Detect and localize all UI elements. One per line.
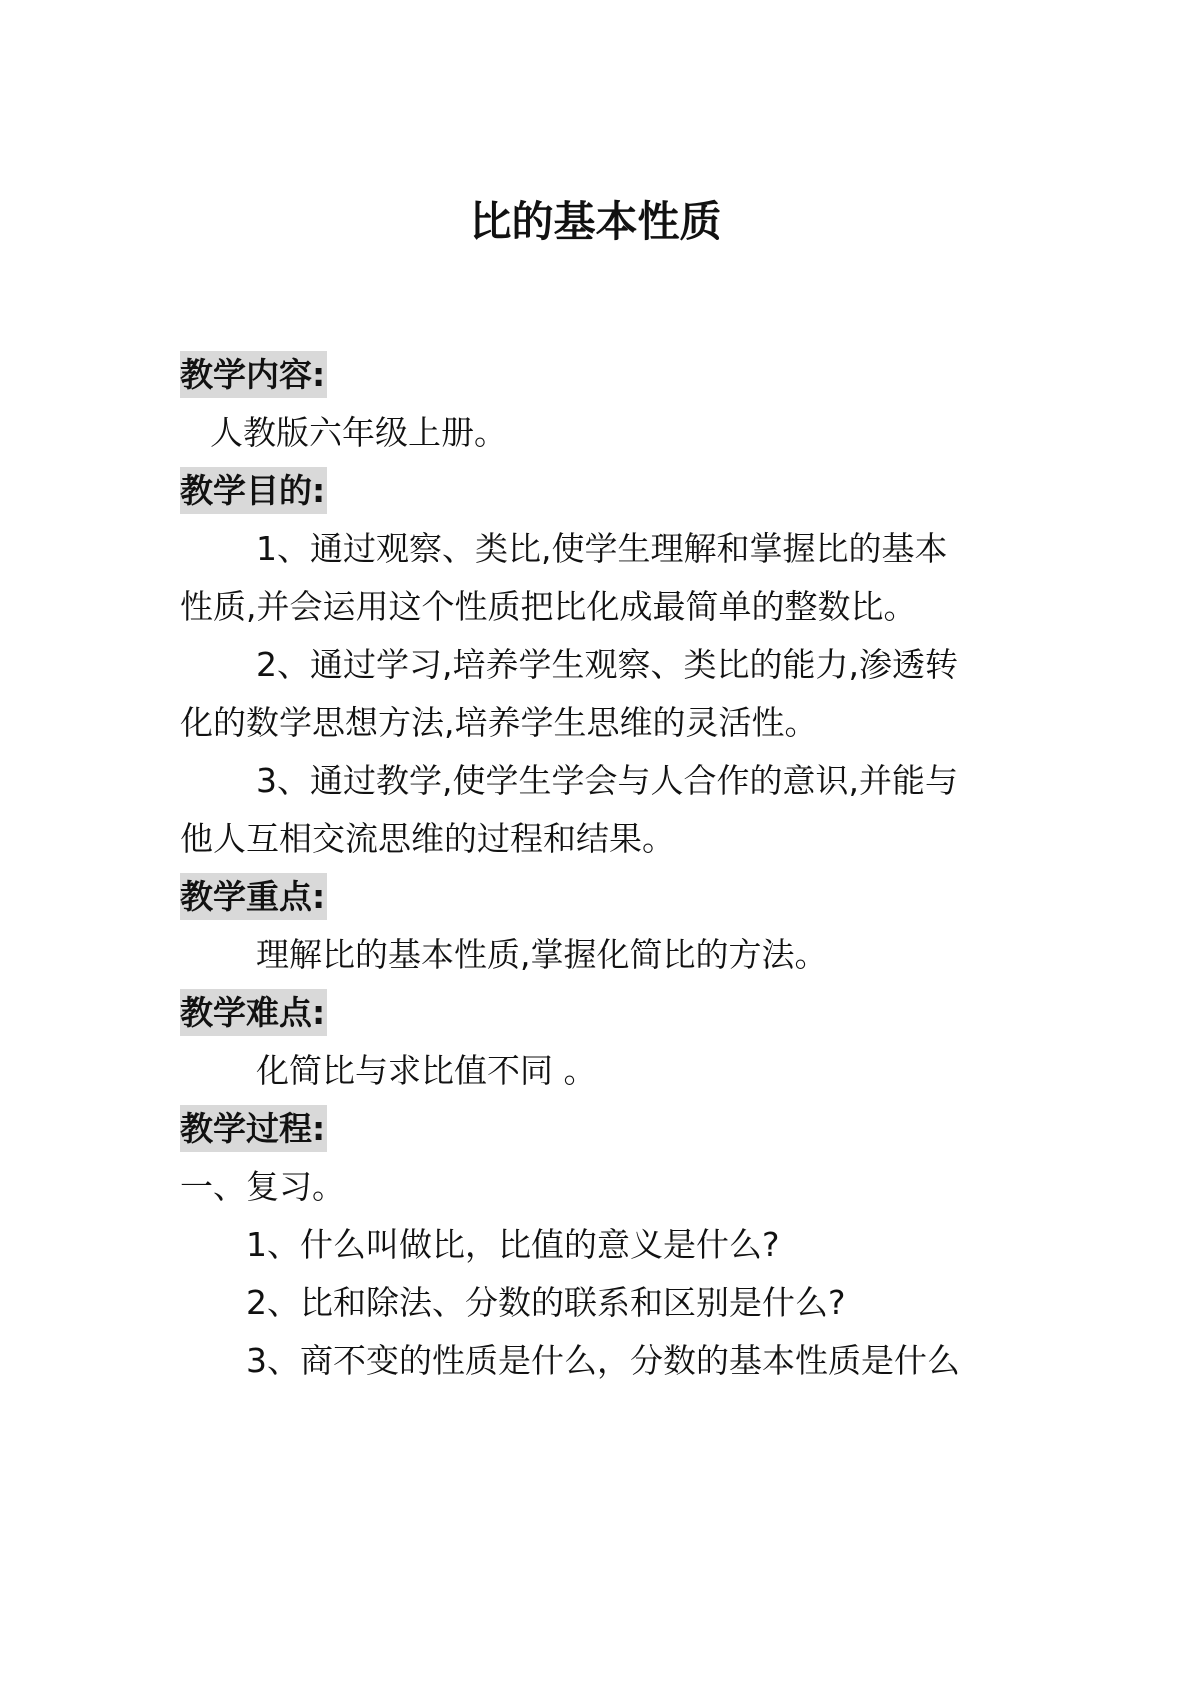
difficulty-heading: 教学难点:: [180, 983, 1020, 1043]
key-point-text: 理解比的基本性质,掌握化简比的方法。: [256, 935, 828, 974]
goal-2-line-2: 化的数学思想方法,培养学生思维的灵活性。: [180, 703, 818, 742]
key-point-heading: 教学重点:: [180, 867, 1020, 927]
review-question-1: 1、什么叫做比，比值的意义是什么?: [246, 1225, 780, 1264]
goal-3-line-1: 3、通过教学,使学生学会与人合作的意识,并能与: [256, 761, 958, 800]
content-heading: 教学内容:: [180, 345, 1020, 405]
difficulty-text: 化简比与求比值不同 。: [256, 1051, 597, 1090]
goal-1-line-1: 1、通过观察、类比,使学生理解和掌握比的基本: [256, 529, 948, 568]
review-heading: 一、复习。: [180, 1167, 345, 1206]
review-question-2: 2、比和除法、分数的联系和区别是什么?: [246, 1283, 846, 1322]
goal-2-line-1: 2、通过学习,培养学生观察、类比的能力,渗透转: [256, 645, 958, 684]
goal-3-line-2: 他人互相交流思维的过程和结果。: [180, 819, 675, 858]
document-title: 比的基本性质: [469, 197, 722, 246]
content-text: 人教版六年级上册。: [210, 413, 507, 452]
process-heading: 教学过程:: [180, 1099, 1020, 1159]
review-question-3: 3、商不变的性质是什么，分数的基本性质是什么: [246, 1341, 960, 1380]
goals-heading: 教学目的:: [180, 461, 1020, 521]
goal-1-line-2: 性质,并会运用这个性质把比化成最简单的整数比。: [180, 587, 917, 626]
